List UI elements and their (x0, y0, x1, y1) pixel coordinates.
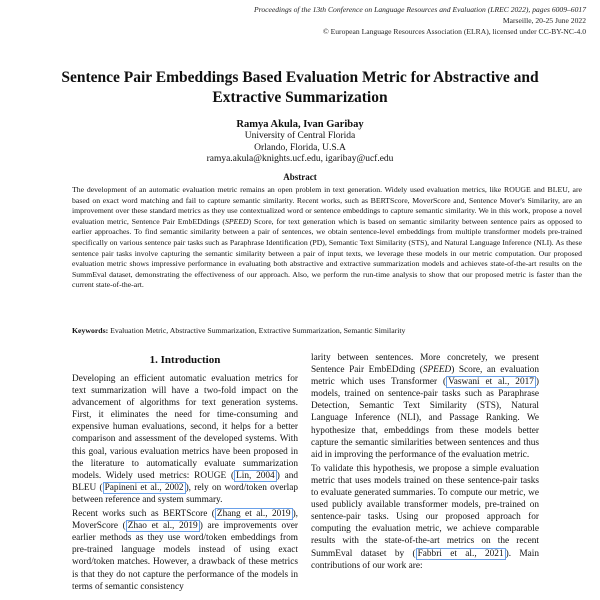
intro-speed-term: SPEED (422, 365, 452, 376)
citation-fabbri-2021[interactable]: Fabbri et al., 2021 (417, 548, 504, 559)
intro-p4-text-b: ). Main contributions of our work are: (311, 548, 539, 571)
intro-paragraph-4 (311, 463, 539, 572)
license-line: © European Language Resources Association (ELRA), licensed under CC-BY-NC-4.0 (322, 27, 586, 37)
abstract-part-b: ) Score, for text generation which is based on semantic similarity between sentence pairs as opposed to earlier approaches. To find semantic similarity between a pair of sentences, we obtain sentence-level embeddings from multiple transformer models pre-trained specifically on various sentence pair tasks such as Paraphrase Identification (PD), Semantic Text Similarity (STS), and Natural Language Inference (NLI). As these sentence pair tasks involve capturing the semantic similarity between a pair of input texts, we leverage these models in our metric computation. Our proposed evaluation metric shows impressive performance in evaluating both abstractive and extractive summarization models and achieves state-of-the-art results on the SummEval dataset, demonstrating the effectiveness of our approach. Also, we perform the run-time analysis to show that our proposed metric is faster than the current state-of-the-art. (72, 216, 582, 290)
right-column (311, 352, 539, 600)
intro-p2-text-a: Recent works such as BERTScore ( (72, 509, 215, 520)
intro-p1-text-c: ), rely on word/token overlap between reference and system summary. (72, 482, 298, 505)
intro-paragraph-2 (72, 508, 298, 593)
intro-p1-text-b: ) and BLEU ( (72, 470, 298, 493)
intro-p3-text-a: larity between sentences. More concretely, we present Sentence Pair EmbEDding ( (311, 353, 539, 376)
paper-title: Sentence Pair Embeddings Based Evaluation Metric for Abstractive and Extractive Summarization (61, 69, 539, 106)
keywords-line (72, 326, 582, 337)
keywords-text: Evaluation Metric, Abstractive Summarization, Extractive Summarization, Semantic Similarity (108, 326, 406, 335)
proceedings-venue: Proceedings of the 13th Conference on Language Resources and Evaluation (LREC 2022), pages 6009–6017 (254, 5, 586, 14)
citation-vaswani-2017[interactable]: Vaswani et al., 2017 (448, 377, 534, 388)
keywords-label: Keywords: (72, 326, 109, 335)
citation-lin-2004[interactable]: Lin, 2004 (236, 470, 275, 481)
intro-p4-text-a: To validate this hypothesis, we propose a simple evaluation metric that uses models trained on these sentence-pair tasks to evaluate generated summaries. To compute our metric, we used publicly available transformer models, pre-trained on sentence-pair tasks. Using our proposed approach for computing the evaluation metric, we achieve comparable results with the state-of-the-art metrics on the recent SummEval dataset by ( (311, 463, 539, 559)
abstract-speed-term: SPEED (224, 216, 249, 226)
author-affiliation: University of Central Florida (244, 131, 356, 141)
proceedings-header (226, 4, 586, 38)
citation-papineni-2002[interactable]: Papineni et al., 2002 (104, 482, 184, 493)
abstract-part-a: The development of an automatic evaluation metric remains an open problem in text generation. Widely used evaluation metrics, like ROUGE and BLEU, are based on exact word matching and fail to capture semantic similarity. Recent works, such as BERTScore, MoverScore and, Sentence Mover's Similarity, are an improvement over these standard metrics as they use contextualized word or sentence embeddings to capture semantic similarity. We in this work, propose a novel evaluation metric, Sentence Pair EmbEDdings ( (72, 185, 582, 226)
abstract-text (72, 185, 582, 291)
intro-p1-text-a: Developing an efficient automatic evaluation metrics for text summarization will have a two-fold impact on the advancement of algorithms for text generation systems. First, it eliminates the need for time-consuming and expensive human evaluations, second, it helps for a better comparison and assessment of the developed systems. With this goal, various evaluation metrics have been proposed in the literature to automatically evaluate summarization models. Widely used metrics: ROUGE ( (72, 374, 298, 481)
author-location: Orlando, Florida, U.S.A (254, 142, 346, 153)
proceedings-location: Marseille, 20-25 June 2022 (502, 16, 586, 26)
abstract-heading: Abstract (283, 172, 317, 182)
intro-p3-text-c: ) models, trained on sentence-pair tasks such as Paraphrase Detection, Semantic Text Similarity (STS), Natural Language Inference (NLI), and Passage Ranking. We hypothesize that, embeddings from these models better capture the semantic similarities between sentences and thus aid in improving the performance of the evaluation metric. (311, 377, 539, 460)
author-block (0, 118, 600, 166)
intro-p2-text-c: ) are improvements over earlier methods as they use word/token embeddings from pre-trained language models instead of using exact word/token matches. However, a drawback of these metrics is that they do not capture the performance of the models in terms of semantic consistency (72, 521, 298, 592)
citation-zhang-2019[interactable]: Zhang et al., 2019 (216, 509, 291, 520)
introduction-heading: 1. Introduction (149, 354, 221, 366)
intro-paragraph-1 (72, 373, 298, 506)
intro-p2-text-b: ), MoverScore ( (72, 509, 298, 532)
intro-p3-text-b: ) Score, an evaluation metric which uses Transformer ( (311, 365, 539, 388)
intro-paragraph-3 (311, 352, 539, 461)
left-column (72, 373, 298, 600)
author-emails: ramya.akula@knights.ucf.edu, igaribay@ucf.edu (206, 154, 394, 164)
citation-zhao-2019[interactable]: Zhao et al., 2019 (127, 521, 198, 532)
author-names: Ramya Akula, Ivan Garibay (236, 119, 364, 130)
